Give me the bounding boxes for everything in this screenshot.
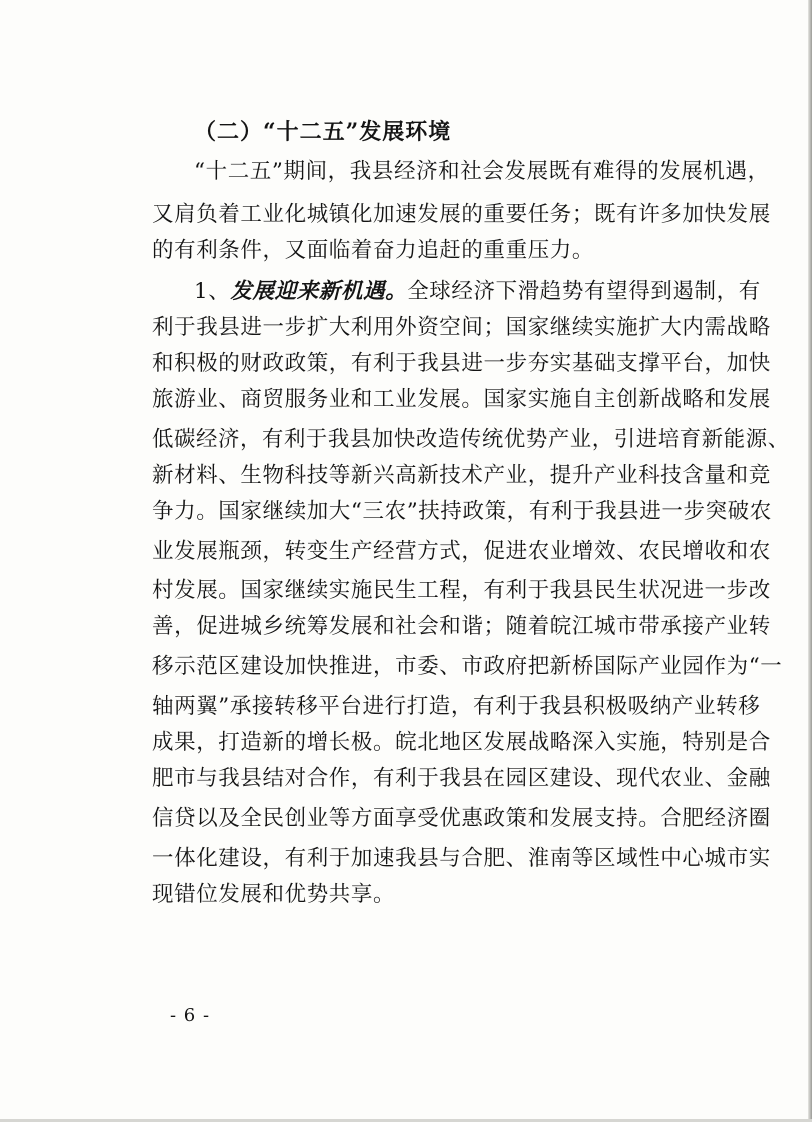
section-heading: （二）“十二五”发展环境 <box>194 119 452 145</box>
paragraph2-line: 现错位发展和优势共享。 <box>152 882 396 907</box>
paragraph2-line: 新材料、生物科技等新兴高新技术产业，提升产业科技含量和竞 <box>152 463 771 488</box>
page-number: - 6 - <box>170 1005 211 1026</box>
paragraph2-line: 移示范区建设加快推进，市委、市政府把新桥国际产业园作为“一 <box>152 654 783 679</box>
paragraph1-line: “十二五”期间，我县经济和社会发展既有难得的发展机遇， <box>194 159 770 184</box>
paragraph2-line: 利于我县进一步扩大利用外资空间；国家继续实施扩大内需战略 <box>152 315 771 340</box>
paragraph2-line: 和积极的财政政策，有利于我县进一步夯实基础支撑平台，加快 <box>152 351 771 376</box>
paragraph2-line: 低碳经济，有利于我县加快改造传统优势产业，引进培育新能源、 <box>152 427 790 452</box>
paragraph2-line: 一体化建设，有利于加速我县与合肥、淮南等区域性中心城市实 <box>152 846 771 871</box>
paragraph2-line: 信贷以及全民创业等方面享受优惠政策和发展支持。合肥经济圈 <box>152 806 771 831</box>
paragraph2-line: 旅游业、商贸服务业和工业发展。国家实施自主创新战略和发展 <box>152 387 771 412</box>
paragraph2-line: 业发展瓶颈，转变生产经营方式，促进农业增效、农民增收和农 <box>152 539 771 564</box>
scan-edge <box>808 0 812 1122</box>
paragraph1-line: 的有利条件，又面临着奋力追赶的重重压力。 <box>152 238 595 263</box>
paragraph2-first-line-rest: 全球经济下滑趋势有望得到遏制，有 <box>407 279 761 304</box>
paragraph2-line: 争力。国家继续加大“三农”扶持政策，有利于我县进一步突破农 <box>152 499 772 524</box>
paragraph2-lead: 发展迎来新机遇。 <box>230 279 408 304</box>
paragraph2-line: 善，促进城乡统筹发展和社会和谐；随着皖江城市带承接产业转 <box>152 614 771 639</box>
paragraph2-line: 肥市与我县结对合作，有利于我县在园区建设、现代农业、金融 <box>152 766 771 791</box>
paragraph2-line: 成果，打造新的增长极。皖北地区发展战略深入实施，特别是合 <box>152 730 771 755</box>
paragraph2-first-line <box>194 277 761 307</box>
paragraph1-line: 又肩负着工业化城镇化加速发展的重要任务；既有许多加快发展 <box>152 202 771 227</box>
paragraph2-line: 村发展。国家继续实施民生工程，有利于我县民生状况进一步改 <box>152 578 771 603</box>
paragraph2-line: 轴两翼”承接转移平台进行打造，有利于我县积极吸纳产业转移 <box>152 694 761 719</box>
paragraph2-number: 1、 <box>194 279 231 304</box>
